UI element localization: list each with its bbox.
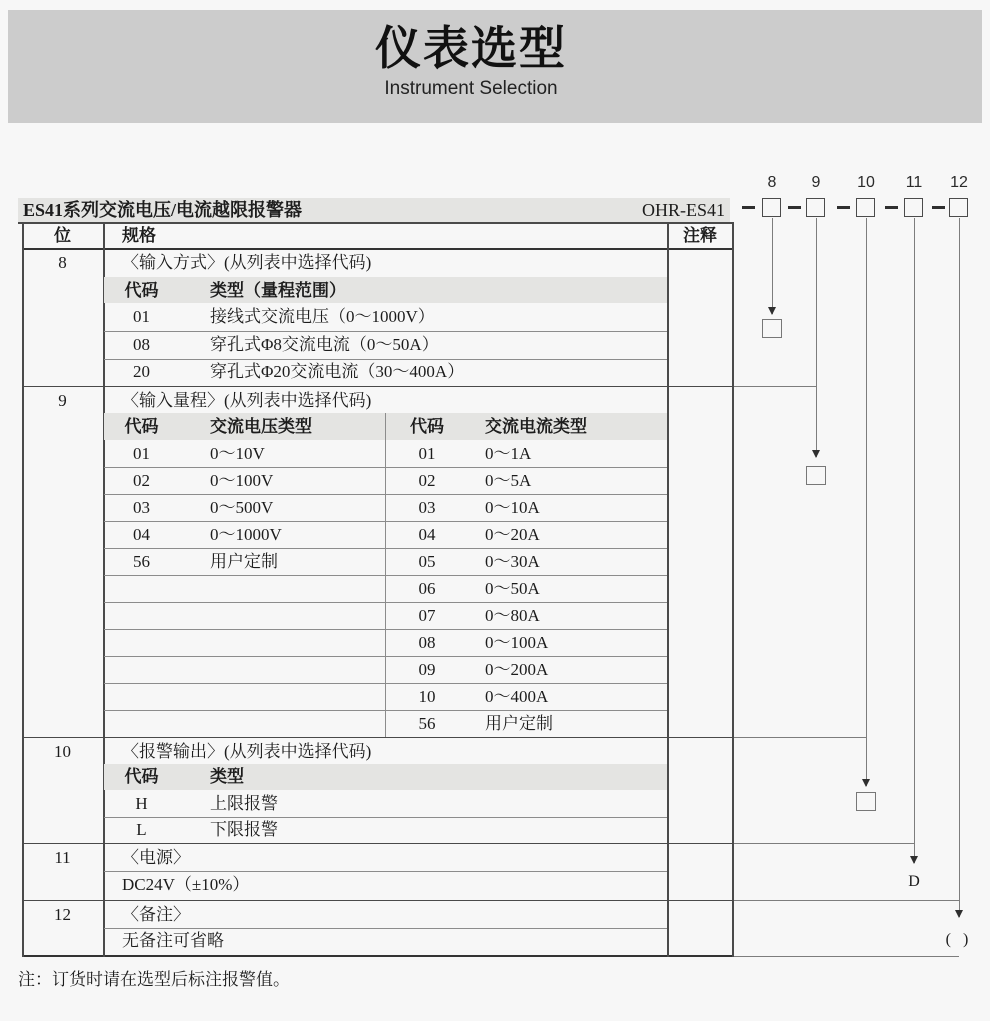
section-title: 〈备注〉 bbox=[122, 905, 190, 924]
type-cell: 0～5A bbox=[485, 471, 532, 490]
digit-box-12 bbox=[949, 198, 968, 217]
digit-box-9 bbox=[806, 198, 825, 217]
type-cell: 0～20A bbox=[485, 525, 540, 544]
row-line bbox=[104, 467, 667, 468]
header-position: 位 bbox=[54, 226, 71, 245]
drop-line-9 bbox=[816, 218, 817, 457]
code-cell: 04 bbox=[418, 525, 436, 544]
series-title: ES41系列交流电压/电流越限报警器 bbox=[23, 200, 303, 220]
answer-box-10 bbox=[856, 792, 876, 811]
digit-box-10 bbox=[856, 198, 875, 217]
section-title: 〈输入方式〉(从列表中选择代码) bbox=[122, 253, 372, 272]
section-position: 11 bbox=[54, 848, 71, 867]
drop-line-8 bbox=[772, 218, 773, 314]
header-note: 注释 bbox=[683, 226, 717, 245]
type-cell: 0～100V bbox=[210, 471, 274, 490]
code-cell: 10 bbox=[418, 687, 436, 706]
row-line bbox=[104, 817, 667, 818]
code-cell: 56 bbox=[133, 552, 150, 571]
digit-value-11: D bbox=[908, 873, 920, 890]
section-title: 〈报警输出〉(从列表中选择代码) bbox=[122, 742, 372, 761]
code-cell: 09 bbox=[418, 660, 436, 679]
type-cell: 0～80A bbox=[485, 606, 540, 625]
header-spec: 规格 bbox=[122, 226, 156, 245]
digit-label-10: 10 bbox=[857, 174, 875, 191]
code-cell: 03 bbox=[418, 498, 436, 517]
code-cell: 07 bbox=[418, 606, 436, 625]
digit-label-9: 9 bbox=[811, 174, 821, 191]
arrow-down-icon bbox=[955, 910, 963, 918]
code-cell: 04 bbox=[133, 525, 150, 544]
subheader-code: 代码 bbox=[410, 417, 444, 436]
code-dash bbox=[837, 206, 850, 209]
row-line bbox=[104, 575, 667, 576]
type-cell: 0～400A bbox=[485, 687, 549, 706]
digit-box-8 bbox=[762, 198, 781, 217]
type-cell: 下限报警 bbox=[210, 820, 278, 839]
answer-box-8 bbox=[762, 319, 782, 338]
subheader-bar bbox=[104, 764, 667, 790]
code-cell: 56 bbox=[418, 714, 436, 733]
row-line bbox=[104, 629, 667, 630]
subheader-voltage-type: 交流电压类型 bbox=[210, 417, 312, 436]
code-cell: 05 bbox=[418, 552, 436, 571]
extension-line-11 bbox=[733, 843, 914, 844]
subheader-code: 代码 bbox=[124, 281, 159, 300]
type-cell: 用户定制 bbox=[485, 714, 553, 733]
type-cell: 0～1A bbox=[485, 444, 532, 463]
table-line bbox=[22, 955, 733, 957]
type-cell: 接线式交流电压（0～1000V） bbox=[210, 307, 435, 326]
extension-line-12 bbox=[733, 900, 959, 901]
drop-line-10 bbox=[866, 218, 867, 786]
type-cell: 0～100A bbox=[485, 633, 549, 652]
code-dash bbox=[742, 206, 755, 209]
code-cell: 02 bbox=[418, 471, 436, 490]
code-cell: 08 bbox=[418, 633, 436, 652]
subheader-current-type: 交流电流类型 bbox=[485, 417, 587, 436]
section-title: 〈电源〉 bbox=[122, 848, 190, 867]
page-title: 仪表选型 bbox=[375, 22, 567, 74]
page-subtitle: Instrument Selection bbox=[384, 77, 558, 99]
code-dash bbox=[788, 206, 801, 209]
type-cell: 穿孔式Φ8交流电流（0～50A） bbox=[210, 335, 439, 354]
digit-box-11 bbox=[904, 198, 923, 217]
code-cell: 06 bbox=[418, 579, 436, 598]
digit-label-11: 11 bbox=[905, 174, 923, 191]
subheader-code: 代码 bbox=[124, 767, 159, 786]
spec-cell: 无备注可省略 bbox=[122, 931, 224, 950]
arrow-down-icon bbox=[910, 856, 918, 864]
subheader-code: 代码 bbox=[124, 417, 159, 436]
arrow-down-icon bbox=[862, 779, 870, 787]
row-line bbox=[104, 548, 667, 549]
code-cell: 08 bbox=[133, 335, 150, 354]
section-position: 9 bbox=[58, 391, 67, 410]
arrow-down-icon bbox=[768, 307, 776, 315]
section-position: 12 bbox=[54, 905, 71, 924]
table-title-bar bbox=[18, 198, 730, 222]
column-divider-note bbox=[667, 222, 669, 957]
code-cell: 01 bbox=[418, 444, 436, 463]
code-cell: 02 bbox=[133, 471, 150, 490]
digit-label-8: 8 bbox=[767, 174, 777, 191]
code-cell: L bbox=[136, 820, 147, 839]
spec-cell: DC24V（±10%） bbox=[122, 875, 250, 894]
footer-note: 注：订货时请在选型后标注报警值。 bbox=[18, 970, 290, 989]
section-position: 8 bbox=[58, 253, 67, 272]
extension-line-9 bbox=[733, 386, 816, 387]
subheader-type: 类型（量程范围） bbox=[210, 281, 346, 300]
row-line bbox=[104, 494, 667, 495]
code-cell: 01 bbox=[133, 307, 150, 326]
type-cell: 0～10V bbox=[210, 444, 265, 463]
type-cell: 用户定制 bbox=[210, 552, 278, 571]
extension-line-10 bbox=[733, 737, 866, 738]
type-cell: 穿孔式Φ20交流电流（30～400A） bbox=[210, 362, 465, 381]
type-cell: 0～1000V bbox=[210, 525, 282, 544]
drop-line-11 bbox=[914, 218, 915, 863]
type-cell: 上限报警 bbox=[210, 794, 278, 813]
model-prefix: OHR-ES41 bbox=[641, 200, 725, 220]
row-line bbox=[104, 656, 667, 657]
answer-box-9 bbox=[806, 466, 826, 485]
digit-value-12: ( ) bbox=[945, 931, 973, 948]
section-position: 10 bbox=[54, 742, 71, 761]
type-cell: 0～30A bbox=[485, 552, 540, 571]
code-cell: 03 bbox=[133, 498, 150, 517]
row-line bbox=[104, 683, 667, 684]
code-dash bbox=[885, 206, 898, 209]
extension-line-bottom bbox=[733, 956, 959, 957]
subheader-type: 类型 bbox=[210, 767, 244, 786]
row-line bbox=[104, 710, 667, 711]
code-cell: H bbox=[135, 794, 148, 813]
type-cell: 0～200A bbox=[485, 660, 549, 679]
code-dash bbox=[932, 206, 945, 209]
row-line bbox=[104, 602, 667, 603]
code-cell: 20 bbox=[133, 362, 150, 381]
drop-line-12 bbox=[959, 218, 960, 917]
code-cell: 01 bbox=[133, 444, 150, 463]
type-cell: 0～50A bbox=[485, 579, 540, 598]
subheader-bar bbox=[104, 277, 667, 303]
type-cell: 0～10A bbox=[485, 498, 540, 517]
digit-label-12: 12 bbox=[950, 174, 968, 191]
type-cell: 0～500V bbox=[210, 498, 274, 517]
section-title: 〈输入量程〉(从列表中选择代码) bbox=[122, 391, 372, 410]
row-line bbox=[104, 521, 667, 522]
table-border-right bbox=[732, 222, 734, 957]
arrow-down-icon bbox=[812, 450, 820, 458]
page-banner bbox=[8, 10, 982, 123]
